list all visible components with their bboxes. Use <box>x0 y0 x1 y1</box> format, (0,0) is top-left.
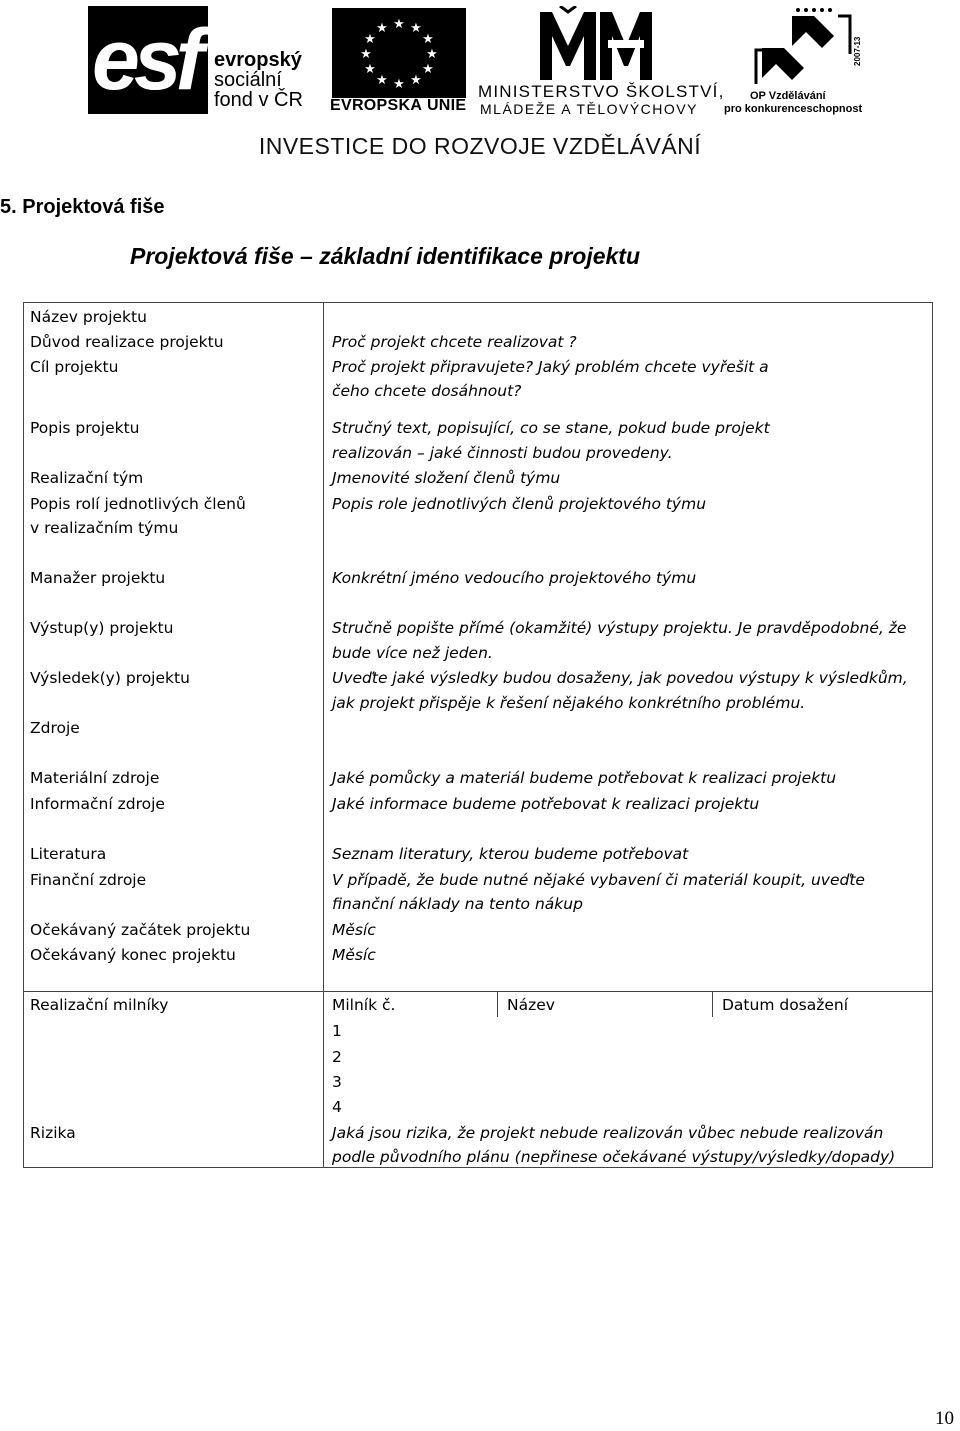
label-results: Výsledek(y) projektu <box>30 669 190 687</box>
esf-logo-line2: sociální <box>214 69 282 91</box>
milestone-row: 1 <box>332 1022 342 1040</box>
value-results-line1: Uveďte jaké výsledky budou dosaženy, jak povedou výstupy k výsledkům, <box>332 669 908 687</box>
value-outputs-line1: Stručně popište přímé (okamžité) výstupy projektu. Je pravděpodobné, že <box>332 619 907 637</box>
milestone-divider <box>712 991 713 1017</box>
value-roles: Popis role jednotlivých členů projektového týmu <box>332 495 707 513</box>
value-expected-start: Měsíc <box>332 921 376 939</box>
svg-text:★: ★ <box>376 21 388 36</box>
svg-text:★: ★ <box>364 32 376 47</box>
value-reason: Proč projekt chcete realizovat ? <box>332 333 577 351</box>
label-outputs: Výstup(y) projektu <box>30 619 174 637</box>
label-roles-line1: Popis rolí jednotlivých členů <box>30 495 246 513</box>
msmt-logo-line1: MINISTERSTVO ŠKOLSTVÍ, <box>478 82 725 101</box>
main-title: Projektová fiše – základní identifikace projektu <box>130 243 641 269</box>
op-logo-side-text: 2007-13 <box>853 36 862 66</box>
esf-logo-line1: evropský <box>214 49 302 71</box>
label-project-description: Popis projektu <box>30 419 140 437</box>
label-milestones: Realizační milníky <box>30 996 169 1014</box>
value-expected-end: Měsíc <box>332 946 376 964</box>
page-number: 10 <box>935 1408 954 1429</box>
value-goal-line1: Proč projekt připravujete? Jaký problém chcete vyřešit a <box>332 358 769 376</box>
svg-text:★: ★ <box>422 32 434 47</box>
svg-text:★: ★ <box>364 62 376 77</box>
value-literature: Seznam literatury, kterou budeme potřebovat <box>332 845 689 863</box>
header-tagline: INVESTICE DO ROZVOJE VZDĚLÁVÁNÍ <box>258 133 702 159</box>
value-information: Jaké informace budeme potřebovat k realizaci projektu <box>332 795 760 813</box>
label-team: Realizační tým <box>30 469 144 487</box>
value-financial-line1: V případě, že bude nutné nějaké vybavení či materiál koupit, uveďte <box>332 871 865 889</box>
eu-logo-label: EVROPSKÁ UNIE <box>330 97 467 114</box>
value-risks-line1: Jaká jsou rizika, že projekt nebude realizován vůbec nebude realizován <box>332 1124 884 1142</box>
svg-text:★: ★ <box>376 73 388 88</box>
value-outputs-line2: bude více než jeden. <box>332 644 493 662</box>
label-information-resources: Informační zdroje <box>30 795 165 813</box>
label-resources: Zdroje <box>30 719 80 737</box>
svg-text:★: ★ <box>393 77 405 92</box>
label-project-name: Název projektu <box>30 308 147 326</box>
value-description-line1: Stručný text, popisující, co se stane, pokud bude projekt <box>332 419 770 437</box>
header-logo-bar <box>0 0 960 170</box>
esf-logo-text <box>214 50 324 110</box>
milestone-header-number: Milník č. <box>332 996 396 1014</box>
label-financial-resources: Finanční zdroje <box>30 871 147 889</box>
label-literature: Literatura <box>30 845 107 863</box>
value-goal-line2: čeho chcete dosáhnout? <box>332 382 522 400</box>
op-logo-line1: OP Vzdělávání <box>750 90 826 102</box>
op-logo-icon <box>748 6 868 92</box>
svg-text:★: ★ <box>426 47 438 62</box>
milestone-row: 4 <box>332 1098 342 1116</box>
label-risks: Rizika <box>30 1124 76 1142</box>
msmt-logo-line2: MLÁDEŽE A TĚLOVÝCHOVY <box>480 101 698 117</box>
svg-text:★: ★ <box>393 17 405 32</box>
esf-logo-line3: fond v ČR <box>214 89 303 111</box>
value-financial-line2: finanční náklady na tento nákup <box>332 895 583 913</box>
label-expected-end: Očekávaný konec projektu <box>30 946 236 964</box>
esf-logo <box>88 6 208 114</box>
milestone-header-name: Název <box>507 996 555 1014</box>
svg-text:★: ★ <box>422 62 434 77</box>
label-manager: Manažer projektu <box>30 569 166 587</box>
milestone-header-date: Datum dosažení <box>722 996 849 1014</box>
project-form-table <box>23 302 933 1168</box>
value-risks-line2: podle původního plánu (nepřinese očekávané výstupy/výsledky/dopady) <box>332 1148 896 1166</box>
column-divider <box>323 303 324 1167</box>
svg-text:★: ★ <box>410 73 422 88</box>
label-material-resources: Materiální zdroje <box>30 769 160 787</box>
milestone-divider <box>497 991 498 1017</box>
label-project-goal: Cíl projektu <box>30 358 119 376</box>
esf-logo-letters: esf <box>92 12 199 108</box>
svg-text:★: ★ <box>360 47 372 62</box>
msmt-logo-icon <box>538 6 656 82</box>
value-description-line2: realizován – jaké činnosti budou provedeny. <box>332 444 673 462</box>
label-roles-line2: v realizačním týmu <box>30 519 179 537</box>
row-divider <box>24 991 932 992</box>
eu-flag-icon <box>332 8 466 98</box>
section-title: 5. Projektová fiše <box>0 196 165 218</box>
value-manager: Konkrétní jméno vedoucího projektového týmu <box>332 569 697 587</box>
label-expected-start: Očekávaný začátek projektu <box>30 921 251 939</box>
value-results-line2: jak projekt přispěje k řešení nějakého konkrétního problému. <box>332 694 806 712</box>
op-logo-line2: pro konkurenceschopnost <box>724 103 863 115</box>
label-project-reason: Důvod realizace projektu <box>30 333 224 351</box>
milestone-row: 2 <box>332 1048 342 1066</box>
value-material: Jaké pomůcky a materiál budeme potřebovat k realizaci projektu <box>332 769 837 787</box>
svg-text:★: ★ <box>410 21 422 36</box>
value-team: Jmenovité složení členů týmu <box>332 469 561 487</box>
milestone-row: 3 <box>332 1073 342 1091</box>
